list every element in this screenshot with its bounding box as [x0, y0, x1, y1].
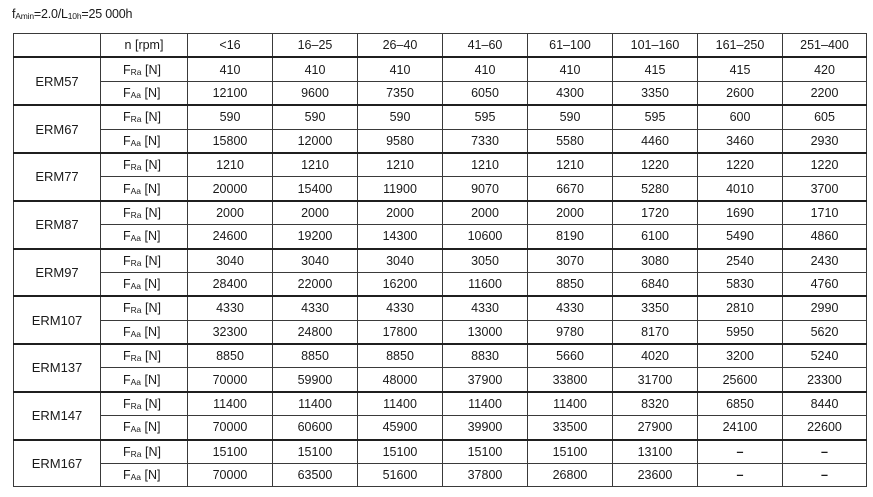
axial-load-value: 37800 [443, 464, 528, 487]
axial-load-unit: [N] [144, 468, 161, 483]
model-name: ERM77 [14, 153, 101, 201]
radial-load-value: 11400 [443, 392, 528, 416]
axial-load-value: 39900 [443, 416, 528, 440]
radial-load-symbol [123, 445, 142, 459]
radial-load-unit: [N] [145, 253, 161, 268]
radial-load-label [101, 105, 188, 129]
axial-load-value: 10600 [443, 225, 528, 249]
axial-load-label [101, 464, 188, 487]
radial-load-subscript: Ra [130, 114, 142, 125]
radial-load-symbol [123, 397, 142, 411]
radial-load-row [14, 201, 867, 225]
axial-load-unit: [N] [144, 324, 161, 339]
axial-load-value: 7350 [358, 81, 443, 105]
radial-load-row [14, 57, 867, 81]
axial-load-unit: [N] [144, 229, 161, 244]
caption-tail: =25 000h [81, 7, 133, 21]
radial-load-value: 1210 [528, 153, 613, 177]
axial-load-value: 26800 [528, 464, 613, 487]
radial-load-value: 4020 [613, 344, 698, 368]
radial-load-value: 8850 [273, 344, 358, 368]
axial-load-value: 23600 [613, 464, 698, 487]
speed-range-header: 251–400 [783, 34, 867, 58]
axial-load-value: 9600 [273, 81, 358, 105]
axial-load-row [14, 81, 867, 105]
radial-load-value: 2540 [698, 249, 783, 273]
axial-load-value: 19200 [273, 225, 358, 249]
axial-load-value: 63500 [273, 464, 358, 487]
axial-load-value: 5950 [698, 320, 783, 344]
axial-load-value: 2600 [698, 81, 783, 105]
axial-load-unit: [N] [144, 133, 161, 148]
axial-load-value: 11600 [443, 272, 528, 296]
axial-load-label [101, 225, 188, 249]
axial-load-row [14, 368, 867, 392]
radial-load-value: 3050 [443, 249, 528, 273]
axial-load-symbol [123, 325, 141, 339]
radial-load-value: 1220 [783, 153, 867, 177]
axial-load-value: 9580 [358, 129, 443, 153]
radial-load-unit: [N] [145, 110, 161, 125]
caption-f-subscript: Amin [15, 11, 34, 21]
radial-load-unit: [N] [145, 158, 161, 173]
axial-load-unit: [N] [144, 372, 161, 387]
speed-range-header: <16 [188, 34, 273, 58]
axial-load-value: 9780 [528, 320, 613, 344]
radial-load-value: 590 [188, 105, 273, 129]
axial-load-label [101, 81, 188, 105]
radial-load-value: – [783, 440, 867, 464]
radial-load-value: 595 [613, 105, 698, 129]
radial-load-value: 590 [528, 105, 613, 129]
model-name: ERM147 [14, 392, 101, 440]
axial-load-value: 33800 [528, 368, 613, 392]
axial-load-row [14, 320, 867, 344]
radial-load-value: 1220 [613, 153, 698, 177]
axial-load-value: 23300 [783, 368, 867, 392]
radial-load-row [14, 440, 867, 464]
axial-load-unit: [N] [144, 420, 161, 435]
axial-load-value: 12000 [273, 129, 358, 153]
radial-load-value: 410 [528, 57, 613, 81]
axial-load-letter: F [123, 85, 131, 100]
radial-load-value: 410 [273, 57, 358, 81]
radial-load-value: 1720 [613, 201, 698, 225]
radial-load-unit: [N] [145, 62, 161, 77]
axial-load-value: 3700 [783, 177, 867, 201]
radial-load-value: 6850 [698, 392, 783, 416]
axial-load-value: 24600 [188, 225, 273, 249]
radial-load-symbol [123, 349, 142, 363]
axial-load-value: 13000 [443, 320, 528, 344]
radial-load-letter: F [123, 62, 131, 77]
header-row [14, 34, 867, 58]
radial-load-value: 590 [358, 105, 443, 129]
axial-load-letter: F [123, 420, 131, 435]
radial-load-subscript: Ra [130, 401, 142, 412]
radial-load-label [101, 201, 188, 225]
radial-load-value: 15100 [273, 440, 358, 464]
axial-load-value: 8170 [613, 320, 698, 344]
radial-load-value: 15100 [528, 440, 613, 464]
axial-load-symbol [123, 277, 141, 291]
radial-load-value: 1690 [698, 201, 783, 225]
radial-load-label [101, 344, 188, 368]
axial-load-value: 6670 [528, 177, 613, 201]
axial-load-letter: F [123, 372, 131, 387]
radial-load-symbol [123, 254, 142, 268]
axial-load-symbol [123, 420, 141, 434]
axial-load-value: 7330 [443, 129, 528, 153]
axial-load-value: 12100 [188, 81, 273, 105]
radial-load-value: 11400 [528, 392, 613, 416]
axial-load-label [101, 272, 188, 296]
axial-load-value: 70000 [188, 416, 273, 440]
radial-load-subscript: Ra [130, 209, 142, 220]
speed-range-header: 16–25 [273, 34, 358, 58]
axial-load-value: 16200 [358, 272, 443, 296]
axial-load-value: 4760 [783, 272, 867, 296]
axial-load-value: 20000 [188, 177, 273, 201]
axial-load-value: 5620 [783, 320, 867, 344]
axial-load-value: 25600 [698, 368, 783, 392]
radial-load-value: 3070 [528, 249, 613, 273]
radial-load-value: 3350 [613, 296, 698, 320]
radial-load-value: 2000 [273, 201, 358, 225]
axial-load-value: 59900 [273, 368, 358, 392]
radial-load-value: 11400 [273, 392, 358, 416]
radial-load-unit: [N] [145, 444, 161, 459]
axial-load-symbol [123, 182, 141, 196]
radial-load-letter: F [123, 349, 131, 364]
header-corner-cell [14, 34, 101, 58]
model-name: ERM137 [14, 344, 101, 392]
axial-load-value: 27900 [613, 416, 698, 440]
radial-load-value: 8850 [188, 344, 273, 368]
axial-load-unit: [N] [144, 181, 161, 196]
radial-load-value: 2810 [698, 296, 783, 320]
radial-load-value: 4330 [273, 296, 358, 320]
radial-load-letter: F [123, 205, 131, 220]
axial-load-value: 24100 [698, 416, 783, 440]
radial-load-letter: F [123, 253, 131, 268]
radial-load-unit: [N] [145, 205, 161, 220]
axial-load-label [101, 368, 188, 392]
model-name: ERM57 [14, 57, 101, 105]
axial-load-row [14, 129, 867, 153]
radial-load-unit: [N] [145, 397, 161, 412]
axial-load-letter: F [123, 324, 131, 339]
axial-load-value: 60600 [273, 416, 358, 440]
radial-load-label [101, 392, 188, 416]
radial-load-value: 595 [443, 105, 528, 129]
axial-load-value: 28400 [188, 272, 273, 296]
axial-load-value: 48000 [358, 368, 443, 392]
axial-load-value: 37900 [443, 368, 528, 392]
radial-load-value: 13100 [613, 440, 698, 464]
radial-load-symbol [123, 110, 142, 124]
speed-range-header: 41–60 [443, 34, 528, 58]
axial-load-value: 2930 [783, 129, 867, 153]
model-name: ERM107 [14, 296, 101, 344]
radial-load-row [14, 153, 867, 177]
radial-load-symbol [123, 63, 142, 77]
radial-load-value: 590 [273, 105, 358, 129]
radial-load-row [14, 105, 867, 129]
axial-load-value: 5580 [528, 129, 613, 153]
axial-load-symbol [123, 468, 141, 482]
radial-load-subscript: Ra [130, 353, 142, 364]
radial-load-letter: F [123, 158, 131, 173]
axial-load-label [101, 320, 188, 344]
radial-load-value: 5240 [783, 344, 867, 368]
axial-load-value: 32300 [188, 320, 273, 344]
axial-load-label [101, 129, 188, 153]
radial-load-value: 15100 [443, 440, 528, 464]
axial-load-row [14, 464, 867, 487]
radial-load-label [101, 249, 188, 273]
axial-load-symbol [123, 229, 141, 243]
axial-load-unit: [N] [144, 277, 161, 292]
radial-load-symbol [123, 158, 142, 172]
axial-load-value: 31700 [613, 368, 698, 392]
axial-load-subscript: Aa [130, 328, 142, 339]
radial-load-subscript: Ra [130, 162, 142, 173]
axial-load-value: 4010 [698, 177, 783, 201]
radial-load-value: 1210 [358, 153, 443, 177]
axial-load-value: 4860 [783, 225, 867, 249]
radial-load-value: 2430 [783, 249, 867, 273]
radial-load-value: 1210 [188, 153, 273, 177]
radial-load-value: 4330 [528, 296, 613, 320]
radial-load-value: 3040 [273, 249, 358, 273]
radial-load-letter: F [123, 110, 131, 125]
radial-load-label [101, 57, 188, 81]
radial-load-letter: F [123, 301, 131, 316]
axial-load-subscript: Aa [130, 376, 142, 387]
axial-load-value: 70000 [188, 368, 273, 392]
axial-load-symbol [123, 134, 141, 148]
radial-load-value: 415 [698, 57, 783, 81]
axial-load-letter: F [123, 133, 131, 148]
radial-load-value: 3200 [698, 344, 783, 368]
model-name: ERM67 [14, 105, 101, 153]
axial-load-value: 6100 [613, 225, 698, 249]
axial-load-value: – [783, 464, 867, 487]
axial-load-value: 6840 [613, 272, 698, 296]
radial-load-label [101, 440, 188, 464]
axial-load-letter: F [123, 468, 131, 483]
model-name: ERM87 [14, 201, 101, 249]
axial-load-value: 15800 [188, 129, 273, 153]
radial-load-value: 8850 [358, 344, 443, 368]
axial-load-row [14, 225, 867, 249]
radial-load-symbol [123, 301, 142, 315]
axial-load-label [101, 177, 188, 201]
radial-load-value: 2000 [528, 201, 613, 225]
radial-load-value: 4330 [358, 296, 443, 320]
radial-load-value: 3040 [358, 249, 443, 273]
axial-load-unit: [N] [144, 85, 161, 100]
radial-load-row [14, 296, 867, 320]
radial-load-subscript: Ra [130, 66, 142, 77]
axial-load-row [14, 416, 867, 440]
radial-load-symbol [123, 206, 142, 220]
axial-load-symbol [123, 86, 141, 100]
caption-f: f [12, 7, 16, 21]
radial-load-subscript: Ra [130, 305, 142, 316]
speed-range-header: 61–100 [528, 34, 613, 58]
radial-load-unit: [N] [145, 349, 161, 364]
axial-load-value: 5490 [698, 225, 783, 249]
radial-load-value: 15100 [358, 440, 443, 464]
speed-range-header: 101–160 [613, 34, 698, 58]
table-caption [12, 7, 132, 21]
axial-load-subscript: Aa [130, 472, 142, 483]
radial-load-value: 11400 [358, 392, 443, 416]
radial-load-row [14, 249, 867, 273]
radial-load-label [101, 153, 188, 177]
radial-load-row [14, 344, 867, 368]
model-name: ERM167 [14, 440, 101, 487]
radial-load-value: 8320 [613, 392, 698, 416]
axial-load-value: 8850 [528, 272, 613, 296]
axial-load-subscript: Aa [130, 424, 142, 435]
caption-l-subscript: 10h [67, 11, 82, 21]
model-name: ERM97 [14, 249, 101, 297]
axial-load-value: 8190 [528, 225, 613, 249]
axial-load-row [14, 272, 867, 296]
axial-load-letter: F [123, 277, 131, 292]
axial-load-value: 9070 [443, 177, 528, 201]
radial-load-value: 4330 [443, 296, 528, 320]
axial-load-subscript: Aa [130, 185, 142, 196]
axial-load-value: 24800 [273, 320, 358, 344]
axial-load-row [14, 177, 867, 201]
radial-load-label [101, 296, 188, 320]
load-capacity-table [13, 33, 867, 487]
speed-unit-header: n [rpm] [101, 34, 188, 58]
axial-load-value: 22000 [273, 272, 358, 296]
axial-load-value: 3460 [698, 129, 783, 153]
axial-load-value: 45900 [358, 416, 443, 440]
radial-load-value: 11400 [188, 392, 273, 416]
axial-load-value: 3350 [613, 81, 698, 105]
radial-load-value: 1710 [783, 201, 867, 225]
radial-load-row [14, 392, 867, 416]
radial-load-value: 2000 [188, 201, 273, 225]
speed-range-header: 26–40 [358, 34, 443, 58]
axial-load-subscript: Aa [130, 233, 142, 244]
axial-load-letter: F [123, 181, 131, 196]
radial-load-value: 1210 [273, 153, 358, 177]
axial-load-subscript: Aa [130, 137, 142, 148]
radial-load-value: 1220 [698, 153, 783, 177]
axial-load-subscript: Aa [130, 89, 142, 100]
axial-load-value: 17800 [358, 320, 443, 344]
radial-load-value: 410 [443, 57, 528, 81]
radial-load-value: 3040 [188, 249, 273, 273]
caption-mid: =2.0/L [33, 7, 68, 21]
axial-load-value: 5830 [698, 272, 783, 296]
axial-load-value: 2200 [783, 81, 867, 105]
radial-load-value: 410 [358, 57, 443, 81]
axial-load-label [101, 416, 188, 440]
table-body [14, 57, 867, 487]
radial-load-value: – [698, 440, 783, 464]
axial-load-value: 51600 [358, 464, 443, 487]
radial-load-value: 15100 [188, 440, 273, 464]
axial-load-value: 6050 [443, 81, 528, 105]
radial-load-unit: [N] [145, 301, 161, 316]
radial-load-letter: F [123, 397, 131, 412]
axial-load-value: 70000 [188, 464, 273, 487]
axial-load-value: 15400 [273, 177, 358, 201]
radial-load-value: 5660 [528, 344, 613, 368]
radial-load-subscript: Ra [130, 257, 142, 268]
radial-load-value: 4330 [188, 296, 273, 320]
axial-load-value: 11900 [358, 177, 443, 201]
radial-load-value: 1210 [443, 153, 528, 177]
axial-load-value: 33500 [528, 416, 613, 440]
radial-load-value: 410 [188, 57, 273, 81]
radial-load-value: 600 [698, 105, 783, 129]
radial-load-value: 2000 [358, 201, 443, 225]
radial-load-subscript: Ra [130, 448, 142, 459]
radial-load-value: 420 [783, 57, 867, 81]
radial-load-value: 415 [613, 57, 698, 81]
radial-load-value: 605 [783, 105, 867, 129]
axial-load-value: 5280 [613, 177, 698, 201]
axial-load-value: 22600 [783, 416, 867, 440]
radial-load-value: 3080 [613, 249, 698, 273]
axial-load-value: 4300 [528, 81, 613, 105]
axial-load-value: – [698, 464, 783, 487]
radial-load-value: 2000 [443, 201, 528, 225]
axial-load-value: 14300 [358, 225, 443, 249]
axial-load-symbol [123, 373, 141, 387]
axial-load-value: 4460 [613, 129, 698, 153]
radial-load-value: 2990 [783, 296, 867, 320]
axial-load-letter: F [123, 229, 131, 244]
speed-range-header: 161–250 [698, 34, 783, 58]
radial-load-letter: F [123, 444, 131, 459]
radial-load-value: 8440 [783, 392, 867, 416]
axial-load-subscript: Aa [130, 281, 142, 292]
radial-load-value: 8830 [443, 344, 528, 368]
